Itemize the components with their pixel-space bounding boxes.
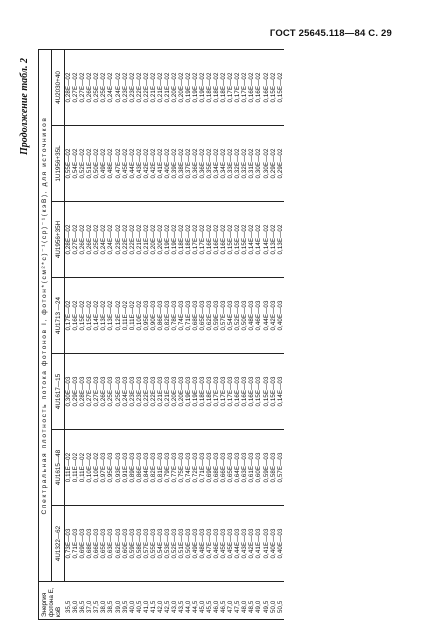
table-row — [65, 50, 73, 620]
flux-cell: 0,28E—03 — [79, 354, 86, 430]
flux-cell: 0,20E—02 — [171, 50, 178, 126]
energy-cell: 38,0 — [100, 582, 107, 620]
flux-cell: 0,28E—02 — [65, 50, 73, 126]
flux-cell: 0,63E—03 — [241, 430, 248, 506]
table-row — [164, 50, 171, 620]
flux-cell: 0,19E—02 — [164, 202, 171, 278]
flux-cell: 0,19E—03 — [192, 354, 199, 430]
flux-cell: 0,14E—02 — [248, 202, 255, 278]
table-row — [213, 50, 220, 620]
flux-cell: 0,46E—03 — [255, 278, 262, 354]
flux-cell: 0,15E—02 — [86, 278, 93, 354]
energy-cell: 37,0 — [86, 582, 93, 620]
flux-cell: 0,22E—03 — [143, 354, 150, 430]
flux-cell: 0,29E—02 — [270, 126, 277, 202]
flux-cell: 0,22E—02 — [129, 202, 136, 278]
flux-cell: 0,18E—02 — [213, 50, 220, 126]
flux-cell: 0,52E—03 — [234, 278, 241, 354]
flux-cell: 0,11E—02 — [129, 278, 136, 354]
table-row — [185, 50, 192, 620]
flux-cell: 0,18E—02 — [185, 202, 192, 278]
flux-cell: 0,42E—02 — [150, 126, 157, 202]
flux-cell: 0,20E—02 — [157, 202, 164, 278]
energy-cell: 50,0 — [270, 582, 277, 620]
source-column-header: 4U1956+35H — [52, 202, 65, 278]
flux-cell: 0,27E—02 — [79, 50, 86, 126]
flux-cell: 0,50E—02 — [93, 126, 100, 202]
flux-cell: 0,33E—02 — [227, 126, 234, 202]
energy-cell: 45,5 — [206, 582, 213, 620]
flux-cell: 0,17E—02 — [227, 50, 234, 126]
flux-cell: 0,52E—02 — [79, 126, 86, 202]
flux-cell: 0,52E—03 — [171, 506, 178, 582]
flux-cell: 0,15E—02 — [241, 202, 248, 278]
flux-cell: 0,27E—03 — [93, 354, 100, 430]
table-row — [199, 50, 206, 620]
flux-cell: 0,17E—03 — [213, 354, 220, 430]
energy-cell: 37,5 — [93, 582, 100, 620]
flux-cell: 0,55E—03 — [150, 506, 157, 582]
flux-cell: 0,61E—03 — [248, 430, 255, 506]
flux-cell: 0,47E—03 — [206, 506, 213, 582]
flux-cell: 0,19E—02 — [199, 50, 206, 126]
flux-cell: 0,59E—03 — [263, 430, 270, 506]
flux-cell: 0,32E—02 — [234, 126, 241, 202]
table-continuation-caption: Продолжение табл. 2 — [19, 58, 30, 156]
flux-cell: 0,41E—03 — [255, 506, 262, 582]
flux-cell: 0,25E—02 — [100, 50, 107, 126]
table-row — [157, 50, 164, 620]
table-row — [206, 50, 213, 620]
flux-cell: 0,45E—03 — [227, 506, 234, 582]
flux-cell: 0,17E—02 — [65, 278, 73, 354]
rotated-table-area — [16, 50, 416, 620]
flux-cell: 0,41E—03 — [263, 506, 270, 582]
flux-cell: 0,41E—02 — [157, 126, 164, 202]
energy-cell: 45,0 — [199, 582, 206, 620]
flux-cell: 0,21E—03 — [164, 354, 171, 430]
energy-cell: 50,5 — [277, 582, 284, 620]
flux-cell: 0,36E—02 — [199, 126, 206, 202]
energy-cell: 38,5 — [107, 582, 114, 620]
sources-group-header: Спектральная плотность потока фотонов I, фотон*(см²*с)⁻¹(ср)⁻¹(кэВ), для источников — [39, 50, 52, 582]
flux-cell: 0,25E—03 — [115, 354, 122, 430]
flux-cell: 0,95E—03 — [107, 430, 114, 506]
table-row — [129, 50, 136, 620]
flux-cell: 0,48E—03 — [199, 506, 206, 582]
flux-cell: 0,74E—03 — [185, 430, 192, 506]
flux-cell: 0,21E—02 — [150, 50, 157, 126]
flux-cell: 0,39E—02 — [171, 126, 178, 202]
flux-cell: 0,21E—03 — [157, 354, 164, 430]
table-row — [234, 50, 241, 620]
flux-cell: 0,69E—03 — [79, 506, 86, 582]
table-row — [107, 50, 114, 620]
flux-cell: 0,23E—02 — [129, 50, 136, 126]
source-header-row — [52, 50, 65, 620]
flux-cell: 0,20E—03 — [178, 354, 185, 430]
flux-cell: 0,90E—03 — [150, 278, 157, 354]
flux-cell: 0,20E—02 — [178, 50, 185, 126]
flux-cell: 0,13E—02 — [270, 202, 277, 278]
flux-cell: 0,22E—03 — [150, 354, 157, 430]
table-row — [100, 50, 107, 620]
flux-cell: 0,69E—03 — [206, 430, 213, 506]
energy-cell: 48,0 — [241, 582, 248, 620]
energy-cell: 48,5 — [248, 582, 255, 620]
flux-cell: 0,19E—02 — [192, 50, 199, 126]
source-column-header: 4U2030+40 — [52, 50, 65, 126]
flux-cell: 0,17E—03 — [220, 354, 227, 430]
flux-cell: 0,17E—02 — [192, 202, 199, 278]
flux-cell: 0,40E—02 — [164, 126, 171, 202]
energy-cell: 47,0 — [227, 582, 234, 620]
flux-cell: 0,16E—02 — [72, 278, 79, 354]
energy-cell: 47,5 — [234, 582, 241, 620]
table-row — [227, 50, 234, 620]
flux-cell: 0,40E—03 — [270, 506, 277, 582]
flux-cell: 0,32E—02 — [241, 126, 248, 202]
flux-cell: 0,24E—02 — [107, 202, 114, 278]
flux-cell: 0,22E—02 — [136, 50, 143, 126]
flux-cell: 0,16E—03 — [241, 354, 248, 430]
flux-cell: 0,50E—03 — [241, 278, 248, 354]
flux-cell: 0,66E—03 — [220, 430, 227, 506]
flux-cell: 0,25E—02 — [93, 50, 100, 126]
table-row — [93, 50, 100, 620]
flux-cell: 0,57E—03 — [220, 278, 227, 354]
flux-cell: 0,60E—03 — [122, 506, 129, 582]
spectral-density-table — [38, 49, 284, 620]
flux-cell: 0,18E—03 — [206, 354, 213, 430]
flux-cell: 0,21E—02 — [136, 202, 143, 278]
flux-cell: 0,37E—02 — [185, 126, 192, 202]
flux-cell: 0,62E—03 — [206, 278, 213, 354]
page-header: ГОСТ 25645.118—84 С. 29 — [269, 28, 392, 39]
flux-cell: 0,20E—02 — [150, 202, 157, 278]
table-row — [115, 50, 122, 620]
flux-cell: 0,59E—03 — [129, 506, 136, 582]
table-row — [143, 50, 150, 620]
flux-cell: 0,43E—02 — [136, 126, 143, 202]
flux-cell: 0,14E—02 — [93, 278, 100, 354]
flux-cell: 0,16E—02 — [206, 202, 213, 278]
flux-cell: 0,16E—02 — [263, 50, 270, 126]
flux-cell: 0,22E—02 — [122, 202, 129, 278]
flux-cell: 0,31E—02 — [248, 126, 255, 202]
flux-cell: 0,12E—02 — [115, 278, 122, 354]
flux-cell: 0,18E—03 — [199, 354, 206, 430]
flux-cell: 0,42E—03 — [270, 278, 277, 354]
flux-cell: 0,15E—02 — [277, 50, 284, 126]
flux-cell: 0,77E—03 — [171, 430, 178, 506]
flux-cell: 0,10E—02 — [136, 278, 143, 354]
flux-cell: 0,53E—03 — [164, 506, 171, 582]
flux-cell: 0,14E—03 — [277, 354, 284, 430]
energy-cell: 49,0 — [255, 582, 262, 620]
flux-cell: 0,30E—02 — [255, 126, 262, 202]
flux-cell: 0,16E—02 — [220, 202, 227, 278]
flux-cell: 0,36E—02 — [192, 126, 199, 202]
table-row — [79, 50, 86, 620]
flux-cell: 0,23E—03 — [129, 354, 136, 430]
energy-cell: 39,5 — [122, 582, 129, 620]
flux-cell: 0,19E—03 — [185, 354, 192, 430]
flux-cell: 0,82E—03 — [150, 430, 157, 506]
table-row — [72, 50, 79, 620]
flux-cell: 0,14E—02 — [255, 202, 262, 278]
flux-cell: 0,62E—03 — [115, 506, 122, 582]
flux-cell: 0,21E—02 — [164, 50, 171, 126]
energy-cell: 42,5 — [164, 582, 171, 620]
flux-cell: 0,29E—02 — [277, 126, 284, 202]
flux-cell: 0,44E—03 — [234, 506, 241, 582]
energy-cell: 40,5 — [136, 582, 143, 620]
flux-cell: 0,15E—03 — [255, 354, 262, 430]
flux-cell: 0,47E—02 — [115, 126, 122, 202]
flux-cell: 0,11E—02 — [122, 278, 129, 354]
table-row — [241, 50, 248, 620]
flux-cell: 0,14E—02 — [263, 202, 270, 278]
flux-cell: 0,24E—03 — [122, 354, 129, 430]
flux-cell: 0,23E—03 — [136, 354, 143, 430]
flux-cell: 0,17E—02 — [199, 202, 206, 278]
flux-cell: 0,30E—03 — [65, 354, 73, 430]
source-column-header: 4U1322—62 — [52, 506, 65, 582]
flux-cell: 0,64E—03 — [234, 430, 241, 506]
flux-cell: 0,58E—03 — [136, 506, 143, 582]
flux-cell: 0,71E—03 — [199, 430, 206, 506]
energy-cell: 42,0 — [157, 582, 164, 620]
flux-cell: 0,59E—03 — [213, 278, 220, 354]
table-row — [277, 50, 284, 620]
flux-cell: 0,48E—02 — [107, 126, 114, 202]
flux-cell: 0,65E—03 — [227, 430, 234, 506]
table-row — [248, 50, 255, 620]
flux-cell: 0,54E—02 — [72, 126, 79, 202]
energy-cell: 46,0 — [213, 582, 220, 620]
flux-cell: 0,84E—03 — [143, 430, 150, 506]
flux-cell: 0,55E—02 — [65, 126, 73, 202]
flux-cell: 0,34E—02 — [213, 126, 220, 202]
flux-cell: 0,27E—03 — [86, 354, 93, 430]
table-row — [178, 50, 185, 620]
flux-cell: 0,18E—02 — [178, 202, 185, 278]
flux-cell: 0,17E—02 — [234, 50, 241, 126]
flux-cell: 0,51E—02 — [86, 126, 93, 202]
flux-cell: 0,74E—03 — [178, 278, 185, 354]
flux-cell: 0,28E—02 — [65, 202, 73, 278]
flux-cell: 0,51E—03 — [178, 506, 185, 582]
flux-cell: 0,78E—03 — [171, 278, 178, 354]
flux-cell: 0,72E—03 — [192, 430, 199, 506]
flux-cell: 0,42E—02 — [143, 126, 150, 202]
flux-cell: 0,24E—02 — [100, 202, 107, 278]
table-row — [255, 50, 262, 620]
flux-cell: 0,26E—02 — [86, 50, 93, 126]
flux-cell: 0,13E—02 — [107, 278, 114, 354]
table-row — [122, 50, 129, 620]
flux-cell: 0,66E—03 — [93, 506, 100, 582]
flux-cell: 0,25E—02 — [93, 202, 100, 278]
flux-cell: 0,54E—03 — [227, 278, 234, 354]
flux-cell: 0,93E—03 — [115, 430, 122, 506]
flux-cell: 0,10E—02 — [93, 430, 100, 506]
energy-cell: 44,5 — [192, 582, 199, 620]
flux-cell: 0,23E—02 — [115, 202, 122, 278]
flux-cell: 0,34E—02 — [220, 126, 227, 202]
flux-cell: 0,43E—03 — [241, 506, 248, 582]
flux-cell: 0,91E—03 — [122, 430, 129, 506]
source-column-header: 1U1956+35L — [52, 126, 65, 202]
energy-column-header: Энергия фотона E, кэВ — [39, 582, 65, 620]
flux-cell: 0,29E—03 — [72, 354, 79, 430]
flux-cell: 0,13E—02 — [100, 278, 107, 354]
energy-cell: 43,5 — [178, 582, 185, 620]
flux-cell: 0,24E—02 — [115, 50, 122, 126]
flux-cell: 0,15E—02 — [79, 278, 86, 354]
flux-cell: 0,54E—03 — [157, 506, 164, 582]
flux-cell: 0,58E—03 — [270, 430, 277, 506]
flux-cell: 0,49E—03 — [192, 506, 199, 582]
flux-cell: 0,15E—02 — [227, 202, 234, 278]
flux-cell: 0,86E—03 — [136, 430, 143, 506]
energy-cell: 43,0 — [171, 582, 178, 620]
flux-cell: 0,16E—03 — [248, 354, 255, 430]
flux-cell: 0,18E—02 — [220, 50, 227, 126]
flux-cell: 0,97E—03 — [100, 430, 107, 506]
flux-cell: 0,95E—03 — [143, 278, 150, 354]
flux-cell: 0,35E—02 — [206, 126, 213, 202]
flux-cell: 0,16E—02 — [248, 50, 255, 126]
flux-cell: 0,16E—03 — [234, 354, 241, 430]
energy-cell: 44,0 — [185, 582, 192, 620]
flux-cell: 0,15E—03 — [263, 354, 270, 430]
flux-cell: 0,38E—02 — [178, 126, 185, 202]
energy-cell: 46,5 — [220, 582, 227, 620]
flux-cell: 0,19E—02 — [171, 202, 178, 278]
flux-cell: 0,71E—03 — [72, 506, 79, 582]
flux-cell: 0,68E—03 — [86, 506, 93, 582]
flux-cell: 0,49E—02 — [100, 126, 107, 202]
flux-cell: 0,65E—03 — [100, 506, 107, 582]
flux-cell: 0,25E—03 — [107, 354, 114, 430]
flux-cell: 0,15E—02 — [270, 50, 277, 126]
table-row — [136, 50, 143, 620]
flux-cell: 0,11E—02 — [79, 430, 86, 506]
flux-cell: 0,44E—02 — [129, 126, 136, 202]
flux-cell: 0,75E—03 — [178, 430, 185, 506]
energy-cell: 39,0 — [115, 582, 122, 620]
table-row — [150, 50, 157, 620]
table-row — [270, 50, 277, 620]
flux-cell: 0,10E—02 — [86, 430, 93, 506]
flux-cell: 0,60E—03 — [255, 430, 262, 506]
flux-cell: 0,11E—02 — [65, 430, 73, 506]
flux-cell: 0,68E—03 — [213, 430, 220, 506]
flux-cell: 0,81E—03 — [157, 430, 164, 506]
source-column-header: 4U1617—15 — [52, 354, 65, 430]
flux-cell: 0,11E—02 — [72, 430, 79, 506]
flux-cell: 0,30E—02 — [263, 126, 270, 202]
flux-cell: 0,21E—02 — [143, 202, 150, 278]
energy-cell: 41,0 — [143, 582, 150, 620]
flux-cell: 0,15E—03 — [270, 354, 277, 430]
flux-cell: 0,79E—03 — [164, 430, 171, 506]
flux-cell: 0,13E—02 — [277, 202, 284, 278]
flux-cell: 0,21E—02 — [157, 50, 164, 126]
flux-cell: 0,40E—03 — [277, 506, 284, 582]
flux-cell: 0,73E—03 — [65, 506, 73, 582]
flux-cell: 0,16E—02 — [255, 50, 262, 126]
flux-cell: 0,17E—03 — [227, 354, 234, 430]
flux-cell: 0,26E—02 — [79, 202, 86, 278]
table-row — [192, 50, 199, 620]
flux-cell: 0,65E—03 — [199, 278, 206, 354]
flux-cell: 0,26E—02 — [86, 202, 93, 278]
energy-cell: 36,5 — [79, 582, 86, 620]
table-row — [171, 50, 178, 620]
flux-cell: 0,27E—02 — [72, 50, 79, 126]
flux-cell: 0,22E—02 — [143, 50, 150, 126]
energy-cell: 49,5 — [263, 582, 270, 620]
flux-cell: 0,71E—03 — [185, 278, 192, 354]
flux-cell: 0,40E—03 — [277, 278, 284, 354]
flux-cell: 0,15E—02 — [234, 202, 241, 278]
source-column-header: 4U1713 —24 — [52, 278, 65, 354]
table-row — [220, 50, 227, 620]
flux-cell: 0,19E—02 — [185, 50, 192, 126]
flux-cell: 0,45E—03 — [220, 506, 227, 582]
source-column-header: 4U1615—48 — [52, 430, 65, 506]
flux-cell: 0,57E—03 — [143, 506, 150, 582]
flux-cell: 0,27E—02 — [72, 202, 79, 278]
energy-cell: 35,5 — [65, 582, 73, 620]
flux-cell: 0,89E—03 — [129, 430, 136, 506]
flux-cell: 0,46E—03 — [213, 506, 220, 582]
flux-cell: 0,17E—02 — [241, 50, 248, 126]
energy-cell: 40,0 — [129, 582, 136, 620]
flux-cell: 0,50E—03 — [185, 506, 192, 582]
flux-cell: 0,24E—02 — [107, 50, 114, 126]
flux-cell: 0,18E—02 — [206, 50, 213, 126]
flux-cell: 0,45E—02 — [122, 126, 129, 202]
flux-cell: 0,68E—03 — [192, 278, 199, 354]
flux-cell: 0,23E—02 — [122, 50, 129, 126]
flux-cell: 0,42E—03 — [248, 506, 255, 582]
flux-cell: 0,82E—03 — [164, 278, 171, 354]
flux-cell: 0,20E—03 — [171, 354, 178, 430]
flux-cell: 0,26E—03 — [100, 354, 107, 430]
table-row — [86, 50, 93, 620]
flux-cell: 0,86E—03 — [157, 278, 164, 354]
flux-cell: 0,44E—03 — [263, 278, 270, 354]
table-row — [263, 50, 270, 620]
energy-cell: 41,5 — [150, 582, 157, 620]
energy-cell: 36,0 — [72, 582, 79, 620]
flux-cell: 0,57E—03 — [277, 430, 284, 506]
table-body — [65, 50, 284, 620]
flux-cell: 0,63E—03 — [107, 506, 114, 582]
flux-cell: 0,48E—03 — [248, 278, 255, 354]
flux-cell: 0,16E—02 — [213, 202, 220, 278]
